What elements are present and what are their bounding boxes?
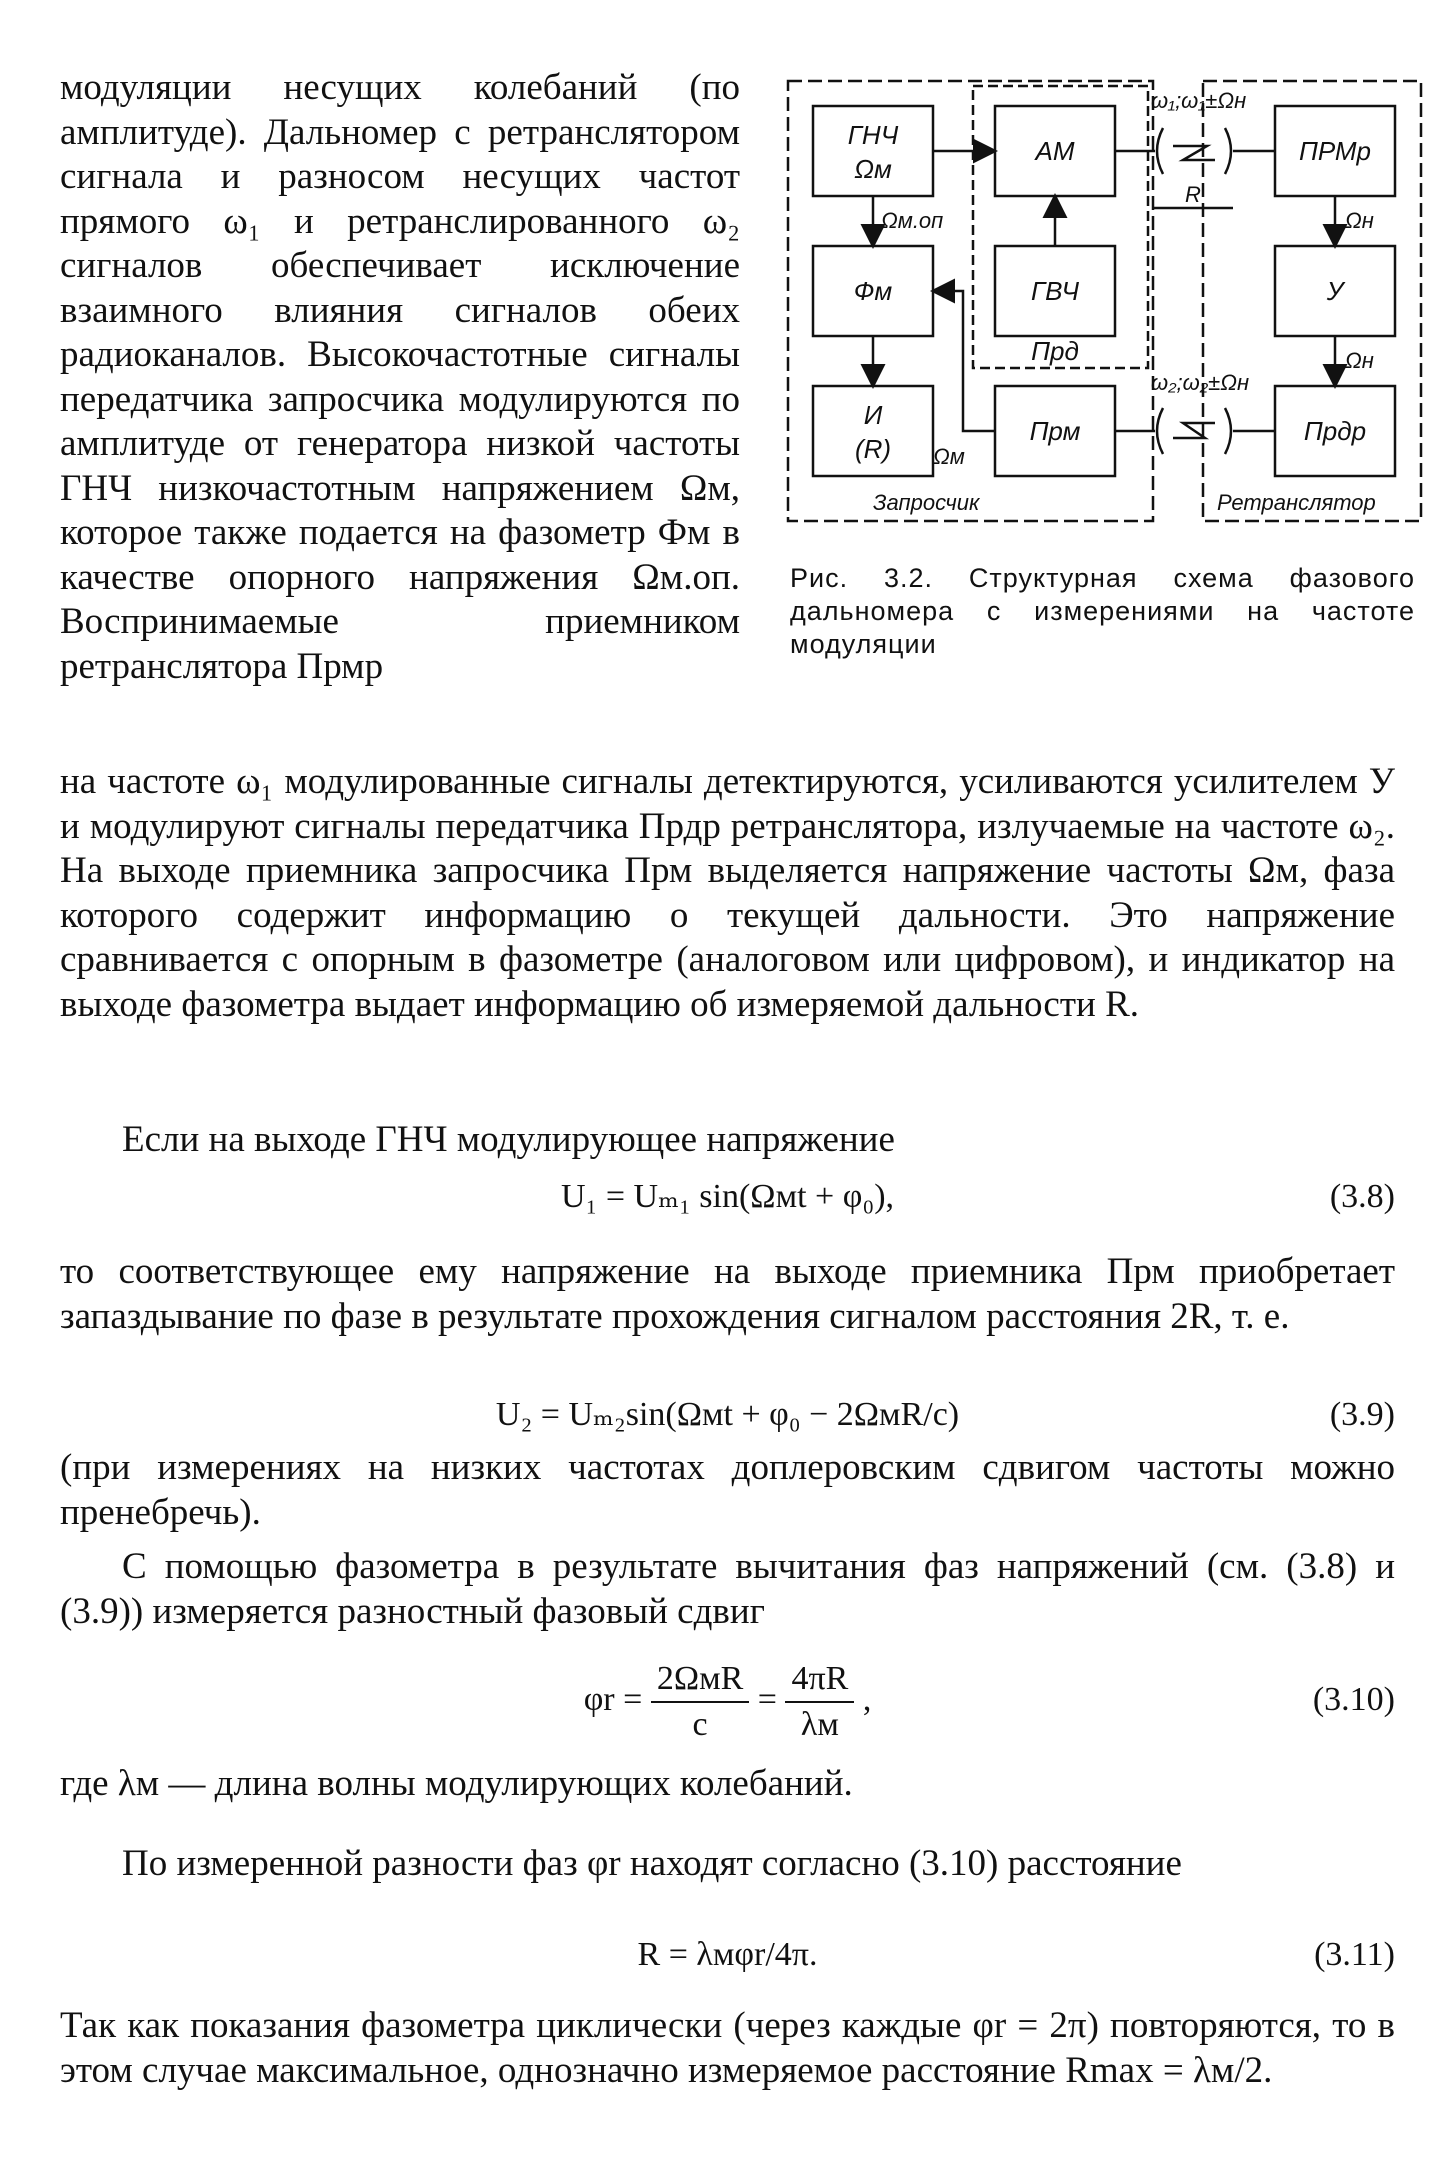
fraction-1-denominator: c [692,1706,708,1744]
equation-3-8-number: (3.8) [1329,1178,1395,1215]
omega-n-label-1: Ωн [1345,208,1374,233]
equation-3-9-formula: U₂ = Uₘ₂sin(Ωмt + φ₀ − 2ΩмR/c) [495,1396,960,1433]
equation-3-9-number: (3.9) [1329,1396,1395,1433]
paragraph-7: По измеренной разности фаз φr находят согласно (3.10) расстояние [122,1843,1182,1884]
u-label: У [1326,276,1344,306]
transmitter-frame [973,86,1148,368]
omega-m-op-label: Ωм.оп [881,208,944,233]
equation-3-11-formula: R = λмφr/4π. [637,1936,818,1973]
paragraph-5: С помощью фазометра в результате вычитания фаз напряжений (см. (3.8) и (3.9)) измеряется разностный фазовый сдвиг [60,1546,1395,1632]
equation-3-10-number: (3.10) [1312,1681,1395,1718]
equation-3-11-number: (3.11) [1314,1936,1395,1973]
interrogator-label: Запросчик [873,490,980,515]
fraction-1 [651,1657,749,1747]
gnch-label: ГНЧ [847,120,899,150]
block-diagram-figure [785,78,1425,538]
gvch-label: ГВЧ [1030,276,1080,306]
fraction-2-denominator: λм [800,1706,839,1744]
paragraph-6: где λм — длина волны модулирующих колебаний. [60,1763,853,1804]
equation-3-11 [60,1930,1395,1980]
am-label: АМ [1035,136,1075,166]
equation-3-8-formula: U₁ = Uₘ₁ sin(Ωмt + φ₀), [560,1178,895,1215]
fm-label: Фм [853,276,893,306]
fraction-1-numerator: 2ΩмR [651,1657,749,1703]
interrogator-frame [788,81,1153,521]
equation-3-8 [60,1172,1395,1222]
prm-label: Прм [1029,416,1081,446]
equation-3-10-tail: , [862,1681,872,1718]
figure-caption: Рис. 3.2. Структурная схема фазового дальномера с измерениями на частоте модуляции [790,563,1415,659]
left-column-text [60,66,740,689]
paragraph-intro: модуляции несущих колебаний (по амплитуде). Дальномер с ретранслятором сигнала и разносом несущих частот прямого ω₁ и ретранслированного ω₂ сигналов обеспечивает исключение взаимного влияния сигналов обеих радиоканалов. Высокочастотные сигналы передатчика запросчика модулируются по амплитуде от генератора низкой частоты ГНЧ низкочастотным напряжением Ωм, которое также подается на фазометр Фм в качестве опорного напряжения Ωм.оп. Воспринимаемые приемником ретранслятора Прмр [60,67,740,687]
return-frequency-label: ω₂;ω₂±Ωн [1151,370,1250,395]
equation-3-10-lhs: φr = [583,1681,643,1718]
paragraph-3: то соответствующее ему напряжение на выходе приемника Прм приобретает запаздывание по фазе в результате прохождения сигналом расстояния 2R, т. е. [60,1251,1395,1337]
prd-r-label: Прдр [1303,416,1367,446]
transponder-label: Ретранслятор [1217,490,1376,515]
fraction-2-numerator: 4πR [785,1657,854,1703]
prd-label: Прд [1031,336,1079,366]
prm-r-label: ПРМр [1298,136,1372,166]
indicator-label: И [863,400,883,430]
range-label: R [1185,182,1201,207]
omega-m-return-label: Ωм [933,444,965,469]
paragraph-4: (при измерениях на низких частотах доплеровским сдвигом частоты можно пренебречь). [60,1447,1395,1533]
equation-3-10-formula [60,1650,1395,1750]
paragraph-8: Так как показания фазометра циклически (через каждые φr = 2π) повторяются, то в этом случае максимальное, однозначно измеряемое расстояние Rmax = λм/2. [60,2005,1395,2091]
equation-3-10 [60,1650,1395,1750]
equation-3-10-equals: = [757,1681,777,1718]
gnch-sub-label: Ωм [854,154,892,184]
paragraph-1: на частоте ω₁ модулированные сигналы детектируются, усиливаются усилителем У и модулируют сигналы передатчика Прдр ретранслятора, излучаемые на частоте ω₂. На выходе приемника запросчика Прм выделяется напряжение частоты Ωм, фаза которого содержит информацию о текущей дальности. Это напряжение сравнивается с опорным в фазометре (аналоговом или цифровом), и индикатор на выходе фазометра выдает информацию об измеряемой дальности R. [60,761,1395,1025]
fraction-2 [785,1657,854,1747]
omega-n-label-2: Ωн [1345,348,1374,373]
equation-3-9 [60,1390,1395,1440]
paragraph-2: Если на выходе ГНЧ модулирующее напряжение [122,1119,895,1160]
forward-frequency-label: ω₁;ω₁±Ωн [1151,88,1247,113]
indicator-sub-label: (R) [854,434,892,464]
